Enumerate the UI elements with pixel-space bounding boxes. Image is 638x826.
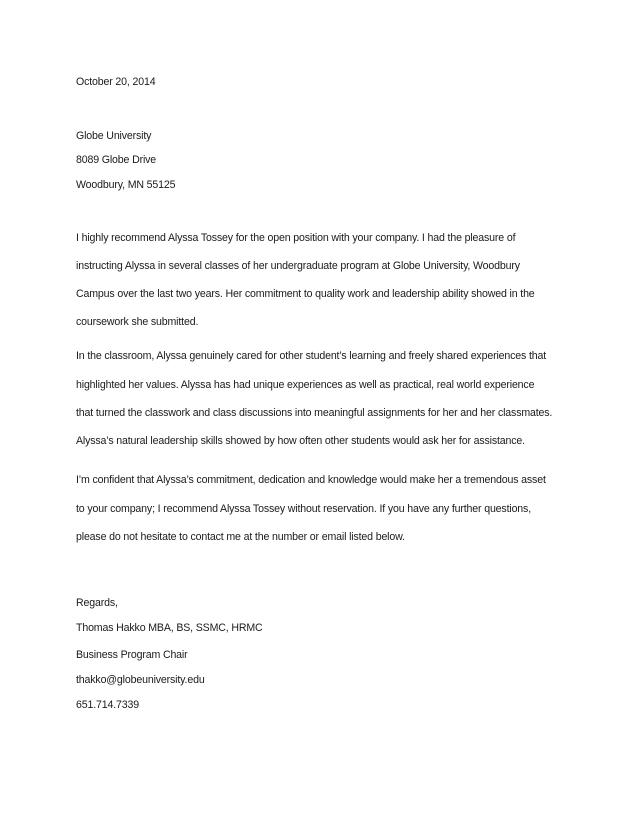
signer-name: Thomas Hakko MBA, BS, SSMC, HRMC bbox=[76, 622, 263, 634]
paragraph-line: highlighted her values. Alyssa has had unique experiences as well as practical, real world experience bbox=[76, 379, 535, 391]
paragraph-line: please do not hesitate to contact me at the number or email listed below. bbox=[76, 531, 405, 543]
letter-date: October 20, 2014 bbox=[76, 76, 156, 88]
signer-phone: 651.714.7339 bbox=[76, 699, 140, 711]
paragraph-line: to your company; I recommend Alyssa Tossey without reservation. If you have any further questions, bbox=[76, 503, 531, 515]
paragraph-line: I highly recommend Alyssa Tossey for the open position with your company. I had the pleasure of bbox=[76, 232, 516, 244]
paragraph-line: In the classroom, Alyssa genuinely cared for other student’s learning and freely shared experiences that bbox=[76, 350, 547, 362]
signer-email: thakko@globeuniversity.edu bbox=[76, 674, 205, 686]
signer-title: Business Program Chair bbox=[76, 649, 188, 661]
paragraph-line: that turned the classwork and class discussions into meaningful assignments for her and her classmates. bbox=[76, 407, 553, 419]
paragraph-line: instructing Alyssa in several classes of her undergraduate program at Globe University, Woodbury bbox=[76, 260, 520, 272]
paragraph-line: Campus over the last two years. Her commitment to quality work and leadership ability showed in the bbox=[76, 288, 535, 300]
recipient-city: Woodbury, MN 55125 bbox=[76, 179, 176, 191]
paragraph-line: Alyssa’s natural leadership skills showed by how often other students would ask her for assistance. bbox=[76, 435, 525, 447]
recipient-name: Globe University bbox=[76, 130, 152, 142]
paragraph-line: I’m confident that Alyssa’s commitment, dedication and knowledge would make her a tremendous asset bbox=[76, 474, 546, 486]
recipient-street: 8089 Globe Drive bbox=[76, 154, 157, 166]
letter-closing: Regards, bbox=[76, 597, 118, 609]
paragraph-line: coursework she submitted. bbox=[76, 316, 199, 328]
